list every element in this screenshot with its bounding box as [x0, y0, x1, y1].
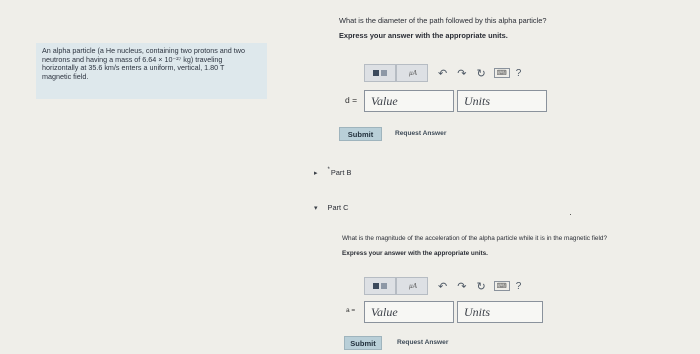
part-a-toolbar	[364, 64, 521, 82]
part-a-value-input[interactable]: Value	[364, 90, 454, 112]
mu-a-label: μA	[409, 282, 417, 290]
collapsed-caret-icon: ▸	[314, 169, 318, 177]
part-a-units-input[interactable]: Units	[457, 90, 547, 112]
part-c-header[interactable]	[314, 203, 348, 212]
template-icon	[373, 70, 379, 76]
part-a-request-answer-link[interactable]: Request Answer	[395, 130, 447, 137]
part-a-question: What is the diameter of the path followed by this alpha particle?	[339, 16, 547, 25]
part-c-question: What is the magnitude of the acceleration of the alpha particle while it is in the magnetic field?	[342, 235, 608, 242]
mouse-dot: ·	[569, 209, 572, 219]
mu-a-label: μA	[409, 69, 417, 77]
problem-statement	[36, 43, 267, 99]
part-c-toolbar	[364, 277, 521, 295]
redo-icon[interactable]: ↷	[457, 280, 467, 293]
part-c-request-answer-link[interactable]: Request Answer	[397, 339, 449, 346]
reset-icon[interactable]: ↻	[476, 67, 486, 80]
problem-line-3: horizontally at 35.6 km/s enters a uniform, vertical, 1.80 T	[42, 63, 225, 73]
template-button[interactable]	[364, 277, 396, 295]
problem-line-1: An alpha particle (a He nucleus, containing two protons and two	[42, 46, 245, 55]
template-button[interactable]	[364, 64, 396, 82]
part-a-instruction: Express your answer with the appropriate units.	[339, 31, 508, 40]
help-icon[interactable]: ?	[515, 280, 522, 292]
units-button[interactable]	[396, 277, 428, 295]
part-c-units-input[interactable]: Units	[457, 301, 543, 323]
expanded-caret-icon: ▾	[314, 204, 318, 212]
part-b-label: Part B	[330, 168, 352, 177]
problem-line-4: magnetic field.	[42, 71, 89, 81]
question-panel	[314, 0, 700, 354]
part-a-submit-button[interactable]: Submit	[339, 127, 382, 141]
reset-icon[interactable]: ↻	[476, 280, 486, 293]
undo-icon[interactable]: ↶	[438, 67, 448, 80]
part-c-label: Part C	[327, 203, 349, 212]
part-c-instruction: Express your answer with the appropriate units.	[342, 250, 488, 257]
problem-line-2: neutrons and having a mass of 6.64 × 10⁻²⁷ kg) traveling	[42, 54, 223, 64]
help-icon[interactable]: ?	[515, 67, 522, 79]
part-c-variable-label: a =	[346, 307, 356, 314]
part-c-value-input[interactable]: Value	[364, 301, 454, 323]
keyboard-icon[interactable]: ⌨	[494, 281, 510, 291]
template-icon-part	[381, 283, 387, 289]
part-b-header[interactable]	[314, 168, 351, 177]
undo-icon[interactable]: ↶	[438, 280, 448, 293]
template-icon-part	[381, 70, 387, 76]
keyboard-icon[interactable]: ⌨	[494, 68, 510, 78]
part-c-submit-button[interactable]: Submit	[344, 336, 382, 350]
part-a-variable-label: d =	[345, 95, 358, 105]
units-button[interactable]	[396, 64, 428, 82]
redo-icon[interactable]: ↷	[457, 67, 467, 80]
template-icon	[373, 283, 379, 289]
required-star: *	[327, 166, 330, 173]
